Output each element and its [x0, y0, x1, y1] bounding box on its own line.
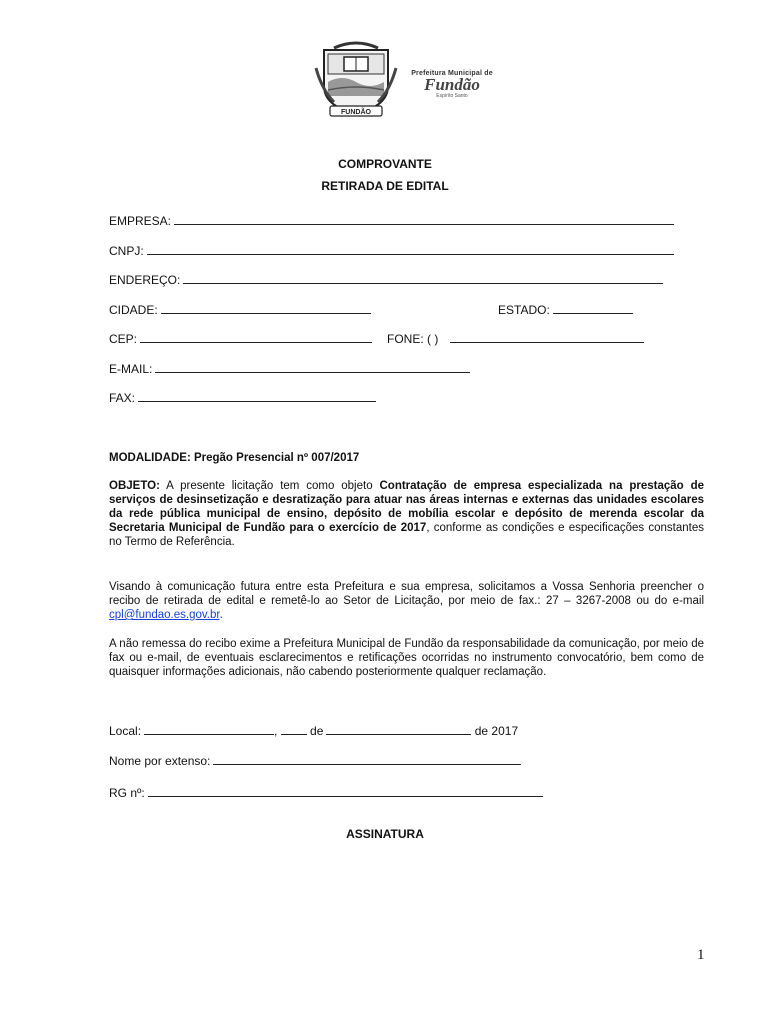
objeto-description: Contratação de empresa especializada na prestação de serviços de desinsetização e desratização para atuar nas áreas internas e externas das unidades escolares da rede pública municipal de ensino, depósito de mobília escolar e depósito de merenda escolar da Secretaria Municipal de Fundão para o exercício de 2017: [109, 480, 704, 534]
empresa-field: [109, 214, 674, 228]
nome-label: Nome por extenso:: [109, 754, 211, 768]
fax-label: FAX:: [109, 391, 136, 405]
fax-field: [109, 391, 376, 405]
local-year: de 2017: [474, 724, 519, 738]
estado-label: ESTADO:: [498, 303, 550, 317]
objeto-label: OBJETO:: [109, 480, 160, 492]
cnpj-label: CNPJ:: [109, 244, 144, 258]
endereco-line: [183, 273, 663, 284]
logo-line2: Fundão: [424, 75, 480, 94]
email-label: E-MAIL:: [109, 362, 153, 376]
remessa-paragraph: A não remessa do recibo exime a Prefeitura Municipal de Fundão da responsabilidade da comunicação, por meio de fax ou e-mail, de eventuais esclarecimentos e retificações ocorridas no instrumento convocatório, bem como de quaisquer informações adicionais, não cabendo posteriormente qualquer reclamação.: [109, 638, 704, 678]
rg-field: [109, 786, 543, 800]
crest-label: FUNDÃO: [341, 109, 371, 116]
municipal-crest-icon: [314, 40, 398, 120]
empresa-label: EMPRESA:: [109, 214, 172, 228]
objeto-end: , conforme as condições e especificações constantes no Termo de Referência.: [109, 522, 704, 548]
endereco-label: ENDEREÇO:: [109, 273, 181, 287]
signature-label: ASSINATURA: [346, 827, 424, 841]
cep-field: [109, 332, 372, 346]
estado-line: [553, 303, 633, 314]
cidade-label: CIDADE:: [109, 303, 158, 317]
fax-line: [138, 391, 376, 402]
local-de: de: [310, 724, 324, 738]
document-title: COMPROVANTE: [338, 157, 432, 171]
local-field: Local: , de de 2017: [109, 724, 519, 738]
nome-line: [213, 754, 521, 765]
document-subtitle: RETIRADA DE EDITAL: [321, 179, 449, 193]
email-line: [155, 362, 470, 373]
cidade-field: [109, 303, 371, 317]
objeto-intro: A presente licitação tem como objeto: [159, 480, 380, 492]
nome-field: [109, 754, 521, 768]
visando-end: .: [219, 609, 223, 621]
rg-label: RG nº:: [109, 786, 145, 800]
page-number: 1: [697, 947, 705, 963]
cnpj-line: [147, 244, 674, 255]
cep-line: [140, 332, 372, 343]
fone-line: [450, 332, 644, 343]
cep-label: CEP:: [109, 332, 138, 346]
endereco-field: [109, 273, 663, 287]
logo-line3: Espírito Santo: [436, 93, 468, 99]
month-line: [326, 724, 471, 735]
modalidade: MODALIDADE: Pregão Presencial nº 007/2017: [109, 452, 360, 464]
header-logo: [314, 40, 506, 120]
fone-label: FONE: ( ): [387, 332, 439, 346]
email-field: [109, 362, 470, 376]
local-label: Local:: [109, 724, 142, 738]
fone-field: [387, 332, 644, 346]
local-line: [144, 724, 274, 735]
logo-text: [398, 70, 506, 99]
estado-field: [498, 303, 633, 317]
visando-text: Visando à comunicação futura entre esta Prefeitura e sua empresa, solicitamos a Vossa Senhoria preencher o recibo de retirada de edital e remetê-lo ao Setor de Licitação, por meio de fax.: 27 – 3267-2008 ou do e-mail: [109, 581, 704, 607]
logo-line1: Prefeitura Municipal de: [411, 70, 493, 77]
rg-line: [148, 786, 543, 797]
day-line: [281, 724, 307, 735]
empresa-line: [174, 214, 674, 225]
cidade-line: [161, 303, 371, 314]
objeto-paragraph: [109, 479, 704, 549]
visando-paragraph: [109, 580, 704, 622]
cnpj-field: [109, 244, 674, 258]
email-link[interactable]: cpl@fundao.es.gov.br: [109, 609, 220, 621]
